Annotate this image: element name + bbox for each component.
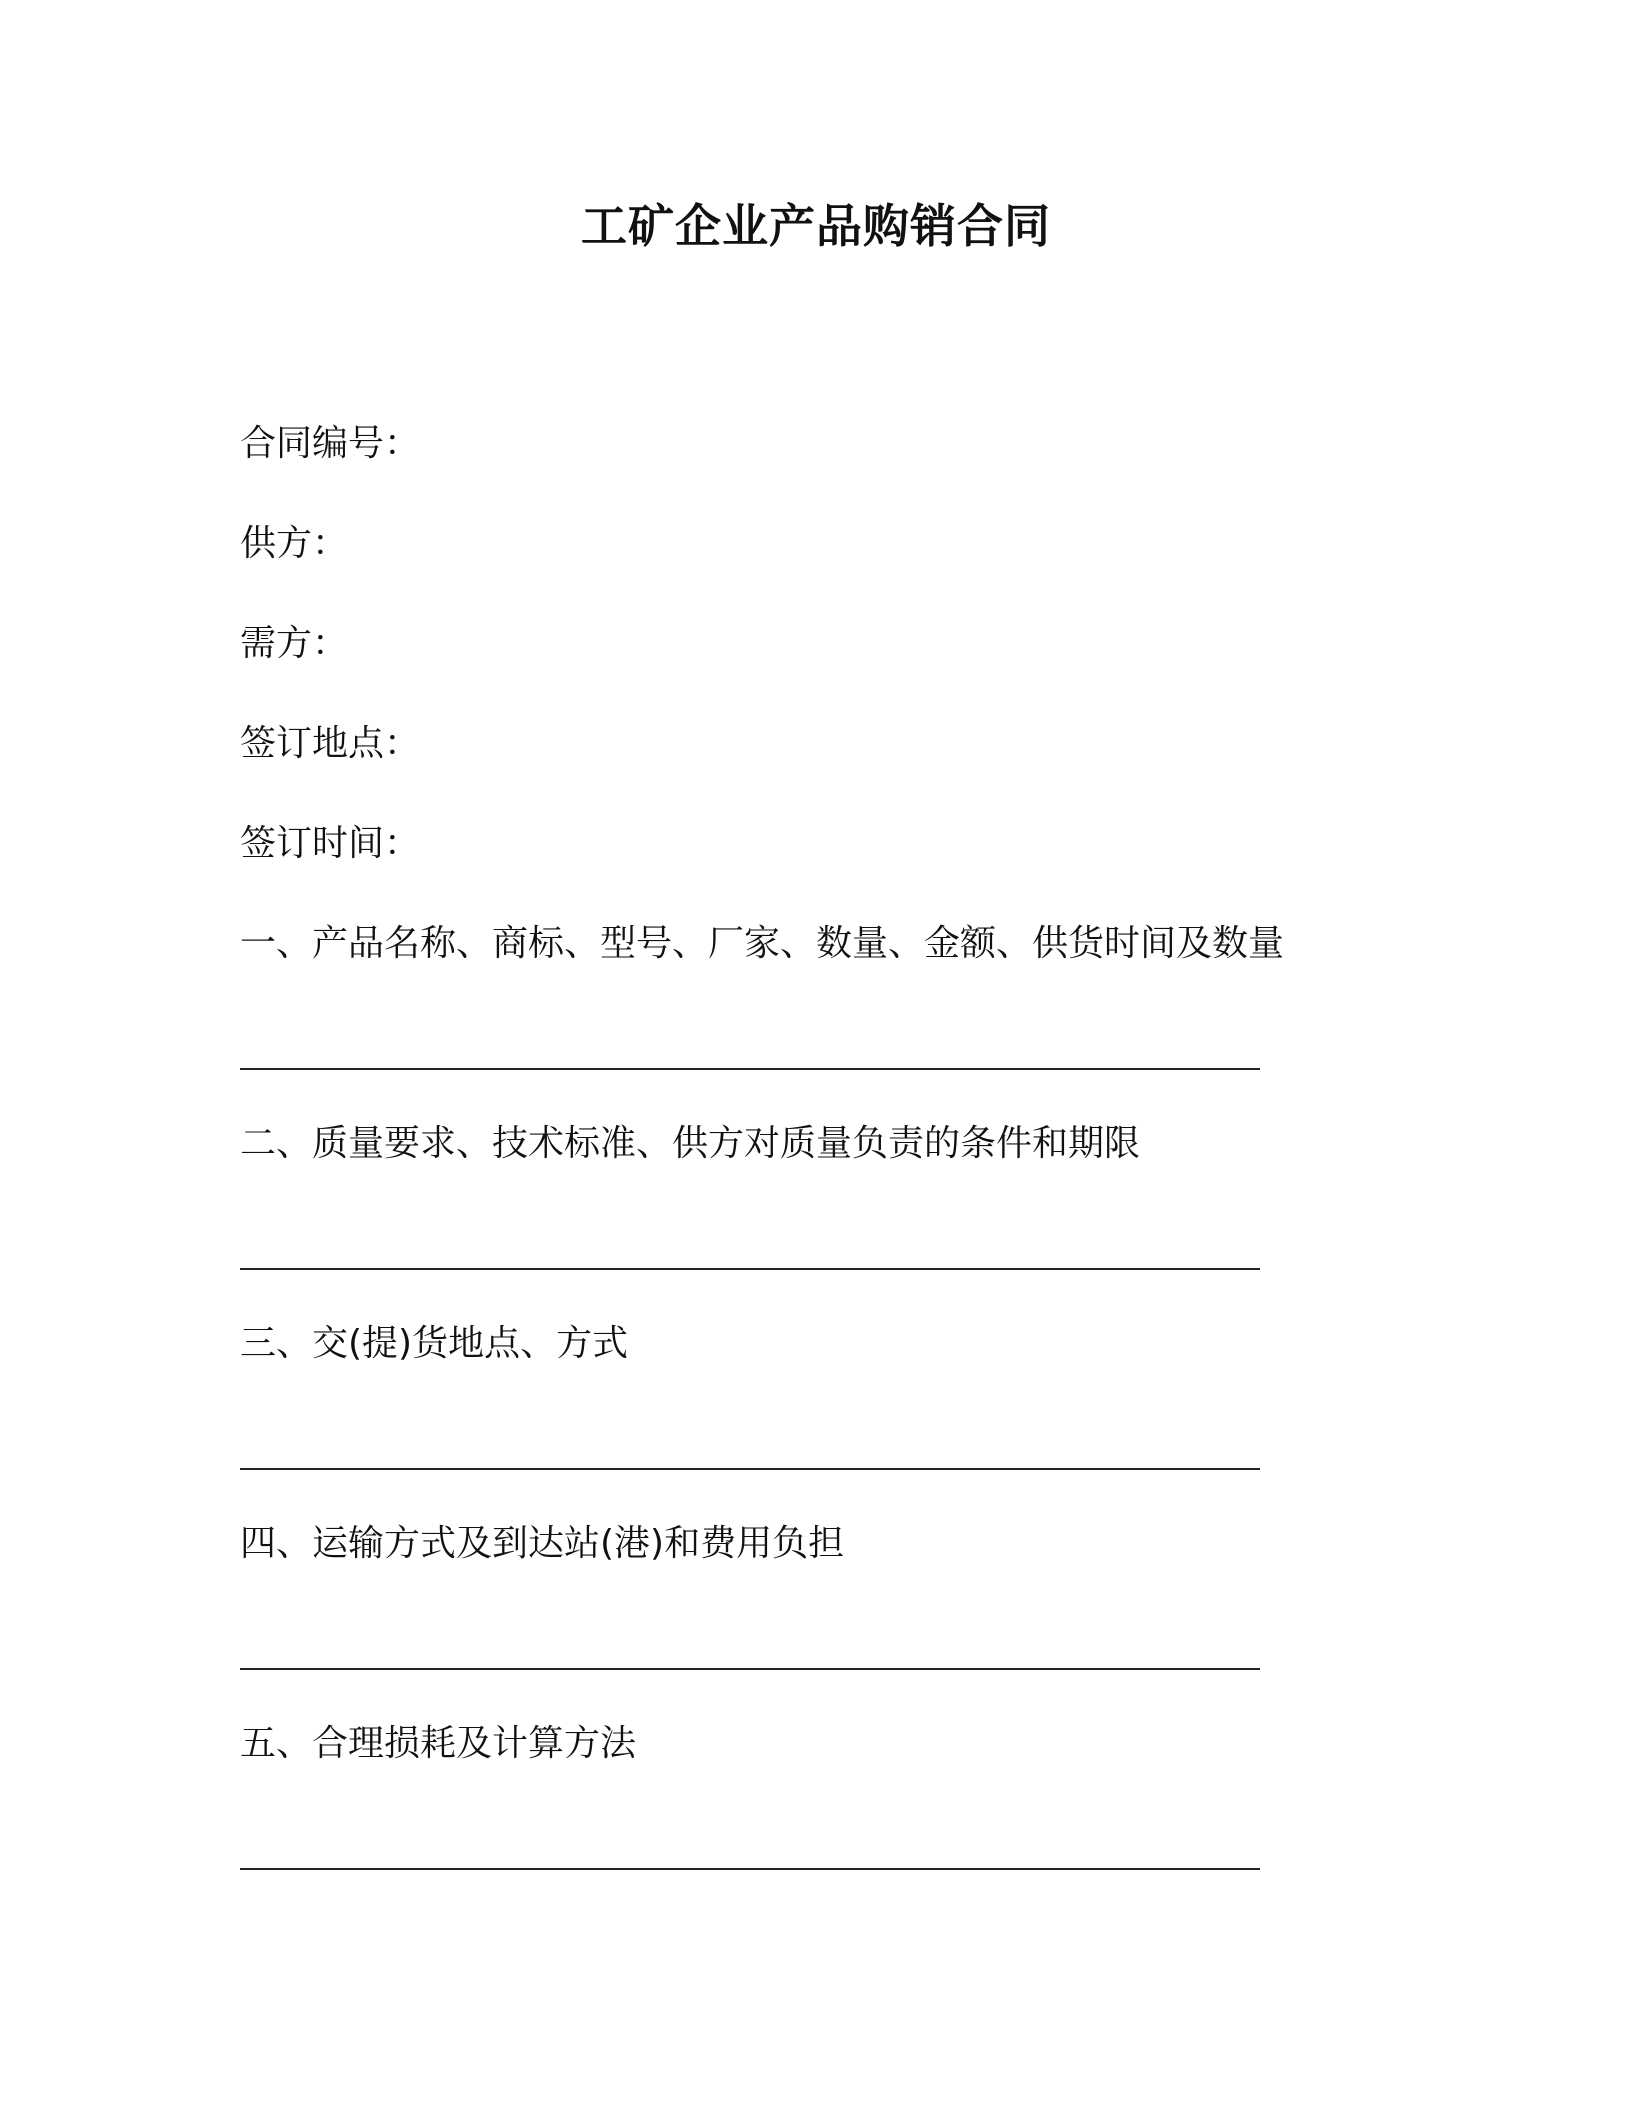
section-5-blank-line <box>240 1868 1260 1870</box>
field-supplier: 供方： <box>240 523 349 564</box>
section-5-text: 、合理损耗及计算方法 <box>276 1723 637 1764</box>
section-3-heading: 三、交(提)货地点、方式 <box>240 1323 629 1364</box>
section-2-blank-line <box>240 1268 1260 1270</box>
section-5-number: 五 <box>240 1723 277 1764</box>
section-4-heading: 四、运输方式及到达站(港)和费用负担 <box>240 1523 845 1564</box>
section-3-blank-line <box>240 1468 1260 1470</box>
field-buyer: 需方： <box>240 623 349 664</box>
section-1-heading: 一、产品名称、商标、型号、厂家、数量、金额、供货时间及数量 <box>240 923 1285 964</box>
field-signing-place: 签订地点： <box>240 723 421 764</box>
section-5-heading <box>240 1720 636 1768</box>
field-signing-time: 签订时间： <box>240 823 421 864</box>
field-contract-number: 合同编号： <box>240 423 421 464</box>
document-title: 工矿企业产品购销合同 <box>581 199 1051 253</box>
section-4-blank-line <box>240 1668 1260 1670</box>
section-1-blank-line <box>240 1068 1260 1070</box>
section-2-heading: 二、质量要求、技术标准、供方对质量负责的条件和期限 <box>240 1123 1141 1164</box>
